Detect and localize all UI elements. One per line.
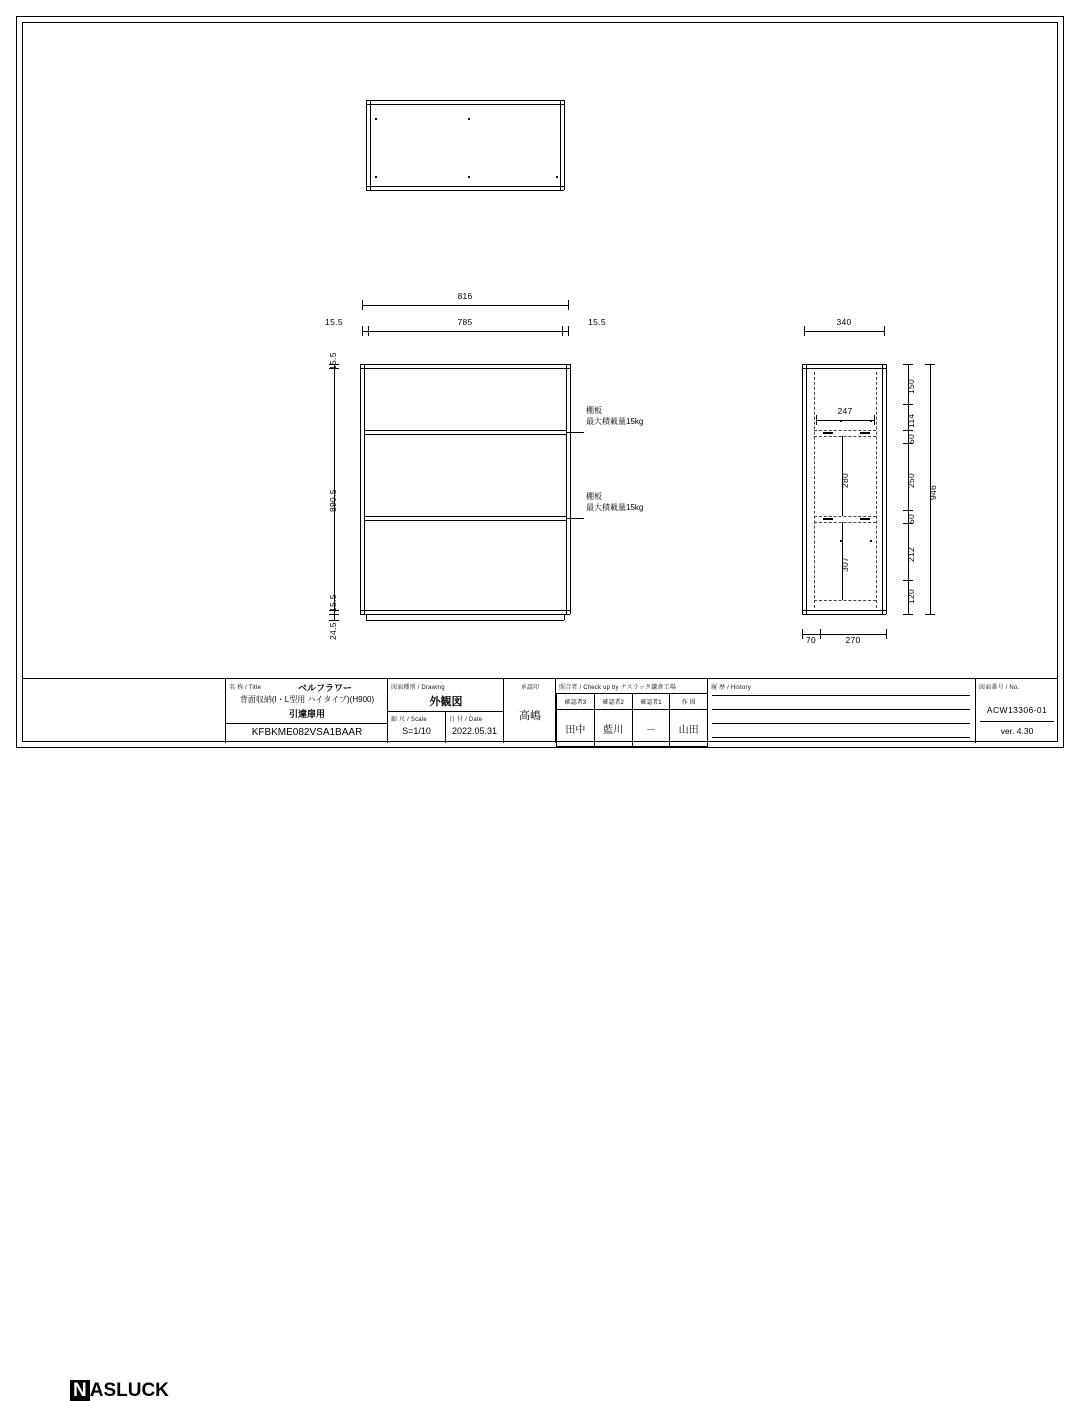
checker-value-3: 山田 (670, 710, 708, 747)
checker-header-3: 作 図 (670, 694, 708, 710)
history-label: 履 歴 / History (711, 685, 751, 691)
brand-logo (70, 1379, 210, 1401)
checker-cell (556, 679, 708, 743)
dim-114: 114 (906, 413, 916, 428)
product-name-cell (226, 679, 388, 743)
dim-280: 280 (840, 472, 850, 488)
logo-cell (22, 679, 226, 743)
dim-120: 120 (906, 588, 916, 604)
annotation-shelf-1-title: 棚板 (586, 406, 602, 415)
annotation-shelf-2-title: 棚板 (586, 492, 602, 501)
number-label: 図面番号 / No. (979, 685, 1020, 691)
scale-value: S=1/10 (402, 726, 431, 736)
dim-890-5: 890.5 (328, 489, 338, 512)
date-value: 2022.05.31 (451, 726, 498, 736)
name-line1: ベルフラワー (298, 683, 353, 693)
table-row-headers (557, 694, 708, 710)
dim-left-155: 15.5 (325, 317, 343, 327)
dim-340: 340 (836, 317, 852, 327)
table-row-values (557, 710, 708, 747)
checker-value-1: 藍川 (594, 710, 632, 747)
dim-50-b: 50 (906, 513, 916, 524)
annotation-shelf-2 (586, 491, 643, 513)
dim-816: 816 (457, 291, 473, 301)
drawing-label: 図面種別 / Drawing (391, 685, 445, 691)
dim-250: 250 (906, 472, 916, 488)
dim-right-155: 15.5 (588, 317, 606, 327)
number-value: ACW13306-01 (986, 705, 1048, 715)
checker-table (556, 693, 708, 747)
dim-247: 247 (837, 406, 853, 416)
dim-785: 785 (457, 317, 473, 327)
dim-base-24-5: 24.5 (328, 622, 338, 640)
logo-letter-n: N (70, 1380, 90, 1401)
annotation-shelf-1 (586, 405, 643, 427)
approver-cell (504, 679, 556, 743)
checker-header-1: 確認者2 (594, 694, 632, 710)
dim-top-155: 15.5 (328, 352, 338, 370)
checker-value-2: － (632, 710, 670, 747)
approver-label: 承認印 (520, 685, 540, 691)
checker-label: 照合者 / Check up by ナスラック鎌倉工場 (559, 685, 677, 691)
name-label: 名 称 / Title (229, 685, 261, 691)
model-code: KFBKME082VSA1BAAR (226, 723, 388, 738)
name-line3: 引違扉用 (288, 709, 325, 719)
logo-wordmark: ASLUCK (89, 1379, 169, 1401)
dim-bottom-155: 15.5 (328, 594, 338, 612)
approver-value: 高嶋 (519, 710, 541, 722)
dim-270: 270 (845, 635, 861, 645)
dim-70: 70 (805, 635, 817, 645)
title-block (22, 678, 1058, 1401)
version-value: ver. 4.30 (1000, 726, 1034, 736)
sheet-inner-border (22, 22, 1058, 742)
checker-header-2: 確認者1 (632, 694, 670, 710)
drawing-number-cell (976, 679, 1058, 743)
drawing-value: 外観図 (429, 696, 463, 708)
history-cell (708, 679, 976, 743)
name-line2: 背面収納(I・L型用 ハイタイプ)(H900) (239, 695, 375, 704)
dim-307: 307 (840, 556, 850, 572)
scale-label: 縮 尺 / Scale (391, 717, 427, 723)
date-label: 日 付 / Date (449, 717, 483, 723)
dim-212: 212 (906, 546, 916, 562)
dim-150: 150 (906, 378, 916, 394)
dim-946: 946 (928, 484, 938, 500)
annotation-shelf-2-detail: 最大積載量15kg (586, 503, 644, 512)
dim-50-a: 50 (906, 433, 916, 444)
checker-value-0: 田中 (557, 710, 595, 747)
annotation-shelf-1-detail: 最大積載量15kg (586, 417, 644, 426)
drawing-info-cell (388, 679, 504, 743)
checker-header-0: 確認者3 (557, 694, 595, 710)
